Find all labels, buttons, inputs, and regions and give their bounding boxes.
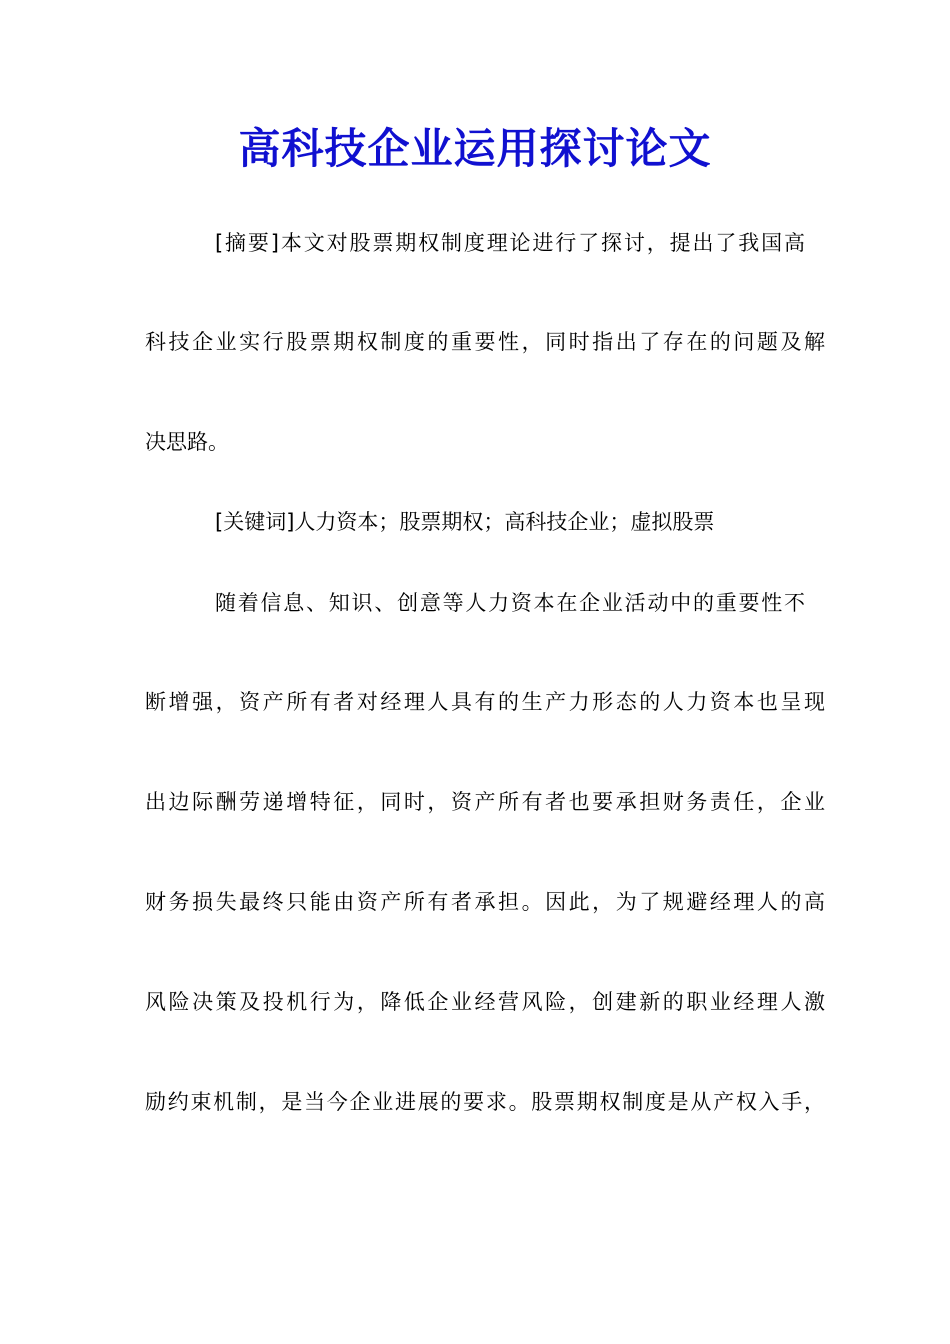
body-line-5: 风险决策及投机行为，降低企业经营风险，创建新的职业经理人激: [145, 990, 825, 1014]
document-title: 高科技企业运用探讨论文: [238, 124, 712, 173]
body-line-2: 断增强，资产所有者对经理人具有的生产力形态的人力资本也呈现: [145, 690, 825, 714]
body-line-3: 出边际酬劳递增特征，同时，资产所有者也要承担财务责任，企业: [145, 790, 825, 814]
body-line-1: 随着信息、知识、创意等人力资本在企业活动中的重要性不: [215, 591, 805, 615]
body-line-4: 财务损失最终只能由资产所有者承担。因此，为了规避经理人的高: [145, 890, 825, 914]
abstract-line-1: [摘要]本文对股票期权制度理论进行了探讨，提出了我国高: [215, 231, 805, 255]
abstract-line-3: 决思路。: [145, 430, 229, 454]
body-line-6: 励约束机制，是当今企业进展的要求。股票期权制度是从产权入手，: [145, 1090, 825, 1114]
abstract-line-2: 科技企业实行股票期权制度的重要性，同时指出了存在的问题及解: [145, 330, 825, 354]
keywords-line: [关键词]人力资本；股票期权；高科技企业；虚拟股票: [215, 510, 715, 534]
